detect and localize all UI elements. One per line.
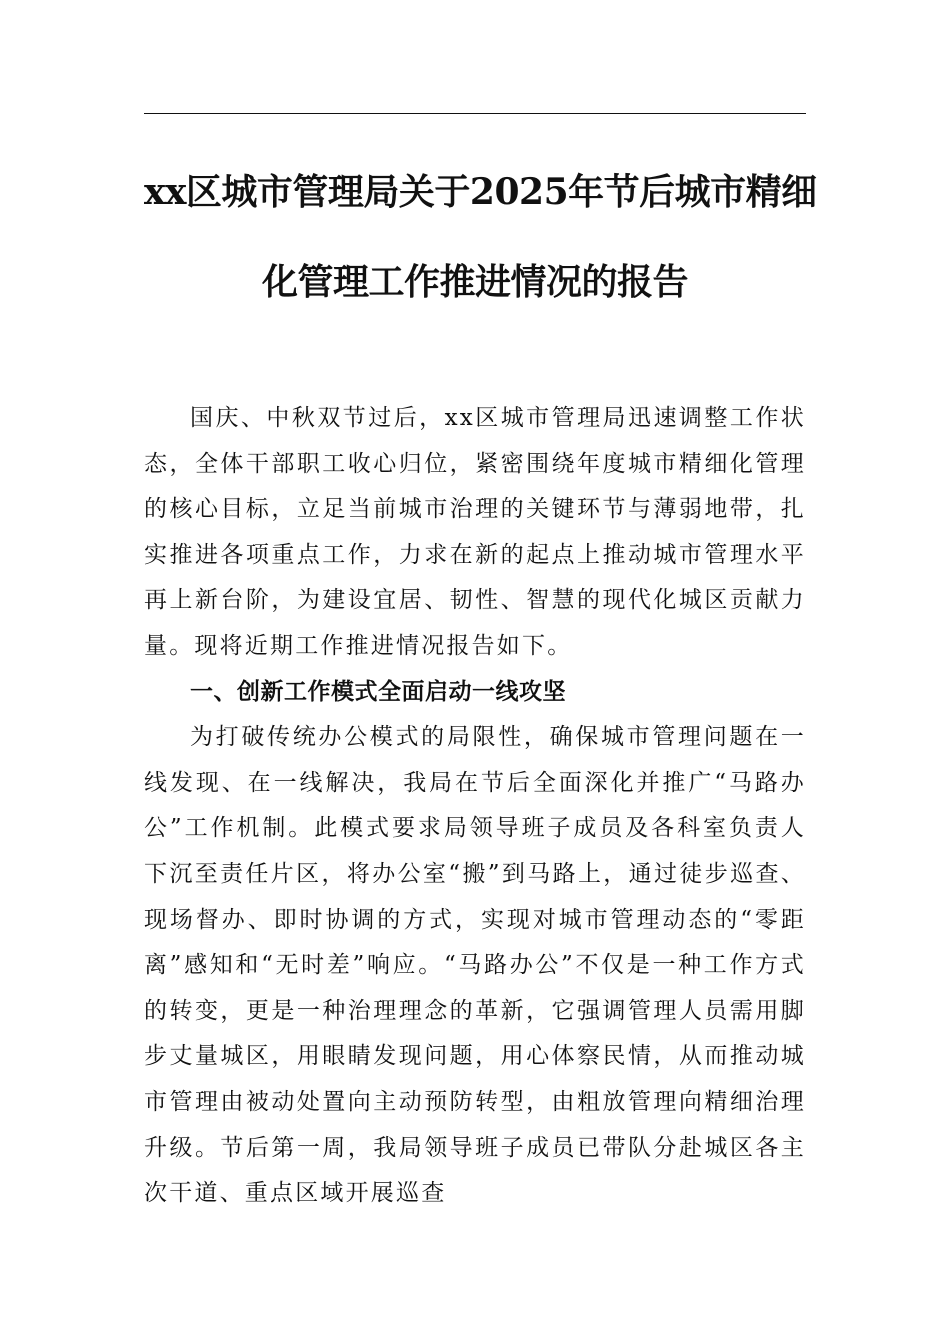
header-rule: [144, 113, 806, 114]
section-heading: 一、创新工作模式全面启动一线攻坚: [190, 678, 566, 705]
document-title: [144, 166, 817, 308]
title-line-2: 化管理工作推进情况的报告: [261, 261, 688, 303]
title-line-1: xx区城市管理局关于2025年节后城市精细: [144, 171, 817, 213]
document-body: [144, 396, 806, 1217]
section-paragraph: 为打破传统办公模式的局限性，确保城市管理问题在一线发现、在一线解决，我局在节后全面深化并推广“马路办公”工作机制。此模式要求局领导班子成员及各科室负责人下沉至责任片区，将办公室“搬”到马路上，通过徒步巡查、现场督办、即时协调的方式，实现对城市管理动态的“零距离”感知和“无时差”响应。“马路办公”不仅是一种工作方式的转变，更是一种治理理念的革新，它强调管理人员需用脚步丈量城区，用眼睛发现问题，用心体察民情，从而推动城市管理由被动处置向主动预防转型，由粗放管理向精细治理升级。节后第一周，我局领导班子成员已带队分赴城区各主次干道、重点区域开展巡查: [144, 724, 806, 1207]
intro-paragraph: 国庆、中秋双节过后，xx区城市管理局迅速调整工作状态，全体干部职工收心归位，紧密围绕年度城市精细化管理的核心目标，立足当前城市治理的关键环节与薄弱地带，扎实推进各项重点工作，力求在新的起点上推动城市管理水平再上新台阶，为建设宜居、韧性、智慧的现代化城区贡献力量。现将近期工作推进情况报告如下。: [144, 405, 806, 659]
